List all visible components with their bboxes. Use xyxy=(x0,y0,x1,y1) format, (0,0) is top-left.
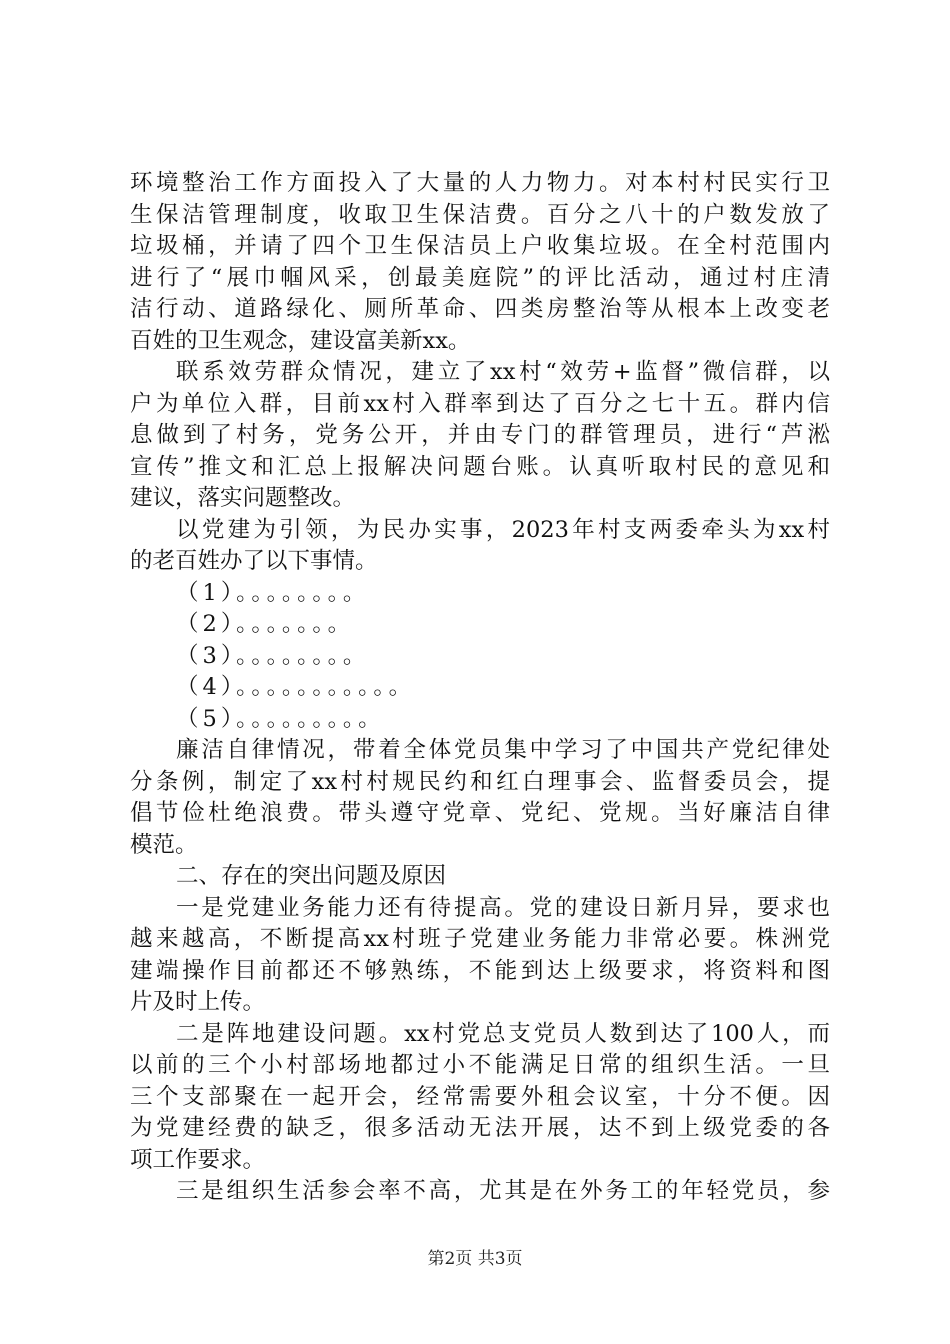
list-item: （5）。。。。。。。。。 xyxy=(176,705,385,732)
text-line: 三个支部聚在一起开会，经常需要外租会议室，十分不便。因 xyxy=(130,1083,830,1110)
text-line: 二是阵地建设问题。xx村党总支党员人数到达了100人，而 xyxy=(176,1020,830,1047)
text-line: 百姓的卫生观念，建设富美新xx。 xyxy=(130,327,471,354)
text-line: 联系效劳群众情况，建立了xx村“效劳+监督”微信群，以 xyxy=(176,359,830,385)
list-item: （4）。。。。。。。。。。。 xyxy=(176,674,416,700)
text-line: 以前的三个小村部场地都过小不能满足日常的组织生活。一旦 xyxy=(130,1052,830,1078)
text-line: 环境整治工作方面投入了大量的人力物力。对本村村民实行卫 xyxy=(130,170,830,196)
text-line: 宣传”推文和汇总上报解决问题台账。认真听取村民的意见和 xyxy=(130,453,830,480)
text-line: 项工作要求。 xyxy=(130,1146,266,1173)
section-heading: 二、存在的突出问题及原因 xyxy=(176,863,447,889)
text-line: 模范。 xyxy=(130,831,198,858)
text-line: 建议，落实问题整改。 xyxy=(130,485,356,511)
text-line: 廉洁自律情况，带着全体党员集中学习了中国共产党纪律处 xyxy=(176,737,830,763)
text-line: 一是党建业务能力还有待提高。党的建设日新月异，要求也 xyxy=(176,894,830,921)
text-line: 垃圾桶，并请了四个卫生保洁员上户收集垃圾。在全村范围内 xyxy=(130,233,830,259)
text-line: 以党建为引领，为民办实事，2023年村支两委牵头为xx村 xyxy=(176,516,830,543)
text-line: 生保洁管理制度，收取卫生保洁费。百分之八十的户数发放了 xyxy=(130,201,830,228)
text-line: 倡节俭杜绝浪费。带头遵守党章、党纪、党规。当好廉洁自律 xyxy=(130,800,830,826)
text-line: 洁行动、道路绿化、厕所革命、四类房整治等从根本上改变老 xyxy=(130,296,830,322)
text-line: 分条例，制定了xx村村规民约和红白理事会、监督委员会，提 xyxy=(130,768,830,795)
text-line: 户为单位入群，目前xx村入群率到达了百分之七十五。群内信 xyxy=(130,390,830,417)
document-body xyxy=(130,168,830,1208)
page-number-footer: 第2页 共3页 xyxy=(427,1249,523,1269)
list-item: （3）。。。。。。。。 xyxy=(176,642,370,669)
text-line: 为党建经费的缺乏，很多活动无法开展，达不到上级党委的各 xyxy=(130,1115,830,1141)
text-line: 进行了“展巾帼风采，创最美庭院”的评比活动，通过村庄清 xyxy=(130,264,830,291)
text-line: 三是组织生活参会率不高，尤其是在外务工的年轻党员，参 xyxy=(176,1178,830,1204)
text-line: 建端操作目前都还不够熟练，不能到达上级要求，将资料和图 xyxy=(130,957,830,984)
list-item: （2）。。。。。。。 xyxy=(176,611,355,637)
text-line: 片及时上传。 xyxy=(130,989,266,1015)
text-line: 越来越高，不断提高xx村班子党建业务能力非常必要。株洲党 xyxy=(130,926,830,952)
text-line: 的老百姓办了以下事情。 xyxy=(130,548,378,574)
text-line: 息做到了村务，党务公开，并由专门的群管理员，进行“芦淞 xyxy=(130,422,830,448)
list-item: （1）。。。。。。。。 xyxy=(176,579,370,606)
